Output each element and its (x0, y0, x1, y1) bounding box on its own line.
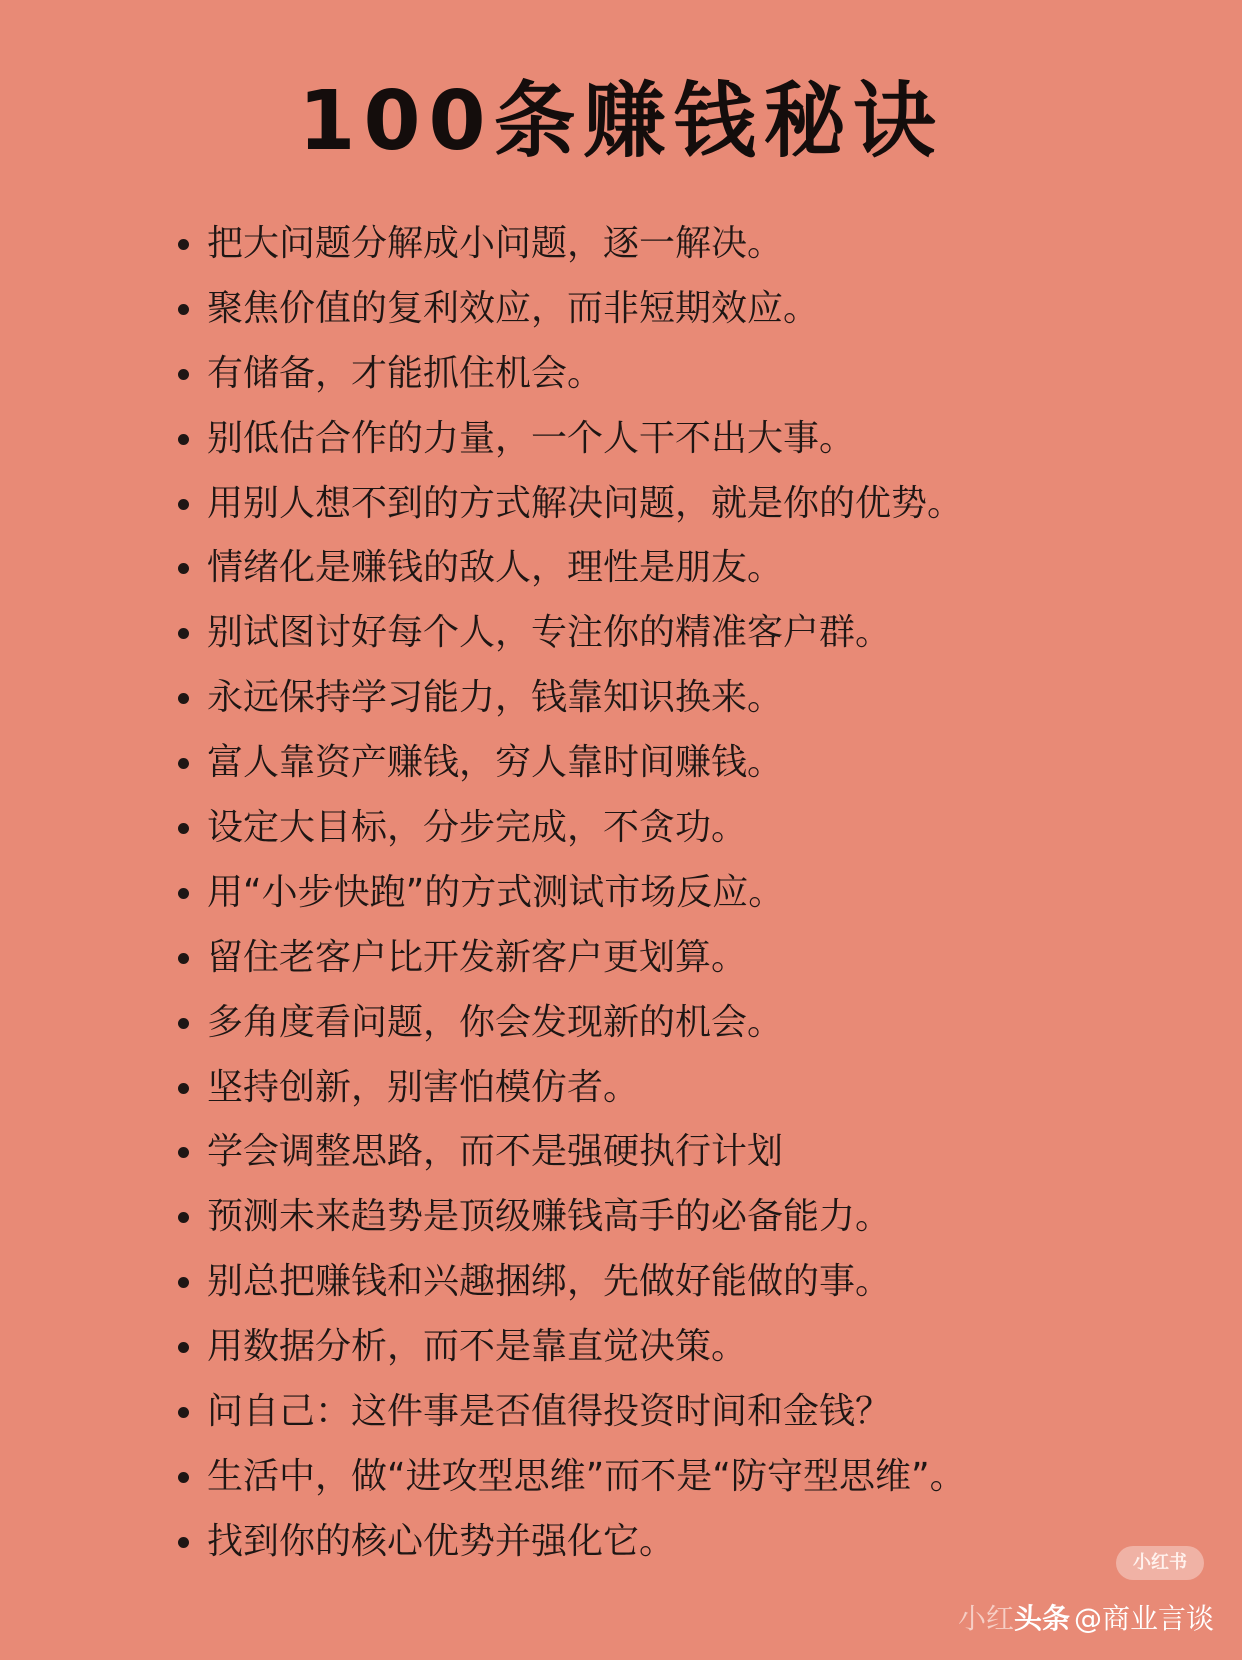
bullet-icon (178, 1537, 189, 1548)
xiaohongshu-badge: 小红书 (1116, 1546, 1204, 1580)
bullet-icon (178, 628, 189, 639)
tip-text: 学会调整思路，而不是强硬执行计划 (207, 1131, 784, 1173)
list-item (178, 342, 1178, 407)
tip-text: 富人靠资产赚钱，穷人靠时间赚钱。 (207, 742, 784, 784)
list-item (178, 1056, 1178, 1121)
list-item (178, 1510, 1178, 1575)
list-item (178, 1185, 1178, 1250)
tip-text: 把大问题分解成小问题，逐一解决。 (207, 223, 784, 264)
list-item (178, 1250, 1178, 1315)
list-item (178, 1315, 1178, 1380)
list-item (178, 212, 1178, 277)
tip-text: 坚持创新，别害怕模仿者。 (207, 1066, 640, 1108)
tip-text: 永远保持学习能力，钱靠知识换来。 (207, 677, 784, 719)
bullet-icon (178, 499, 189, 510)
bullet-icon (178, 1083, 189, 1094)
page-title: 100条赚钱秘诀 (298, 74, 944, 169)
list-item (178, 926, 1178, 991)
list-item (178, 666, 1178, 731)
tip-text: 用数据分析，而不是靠直觉决策。 (207, 1326, 748, 1368)
list-item (178, 731, 1178, 796)
tip-text: 情绪化是赚钱的敌人，理性是朋友。 (207, 547, 784, 589)
list-item (178, 407, 1178, 472)
bullet-icon (178, 953, 189, 964)
list-item (178, 277, 1178, 342)
bullet-icon (178, 304, 189, 315)
bullet-icon (178, 239, 189, 250)
watermark-brand: 头条 (1013, 1602, 1070, 1635)
list-item (178, 1445, 1178, 1510)
bullet-icon (178, 1472, 189, 1483)
tips-list (178, 212, 1178, 1575)
bullet-icon (178, 369, 189, 380)
list-item (178, 796, 1178, 861)
tip-text: 设定大目标，分步完成，不贪功。 (207, 807, 748, 849)
bullet-icon (178, 1407, 189, 1418)
list-item (178, 1120, 1178, 1185)
tip-text: 别低估合作的力量，一个人干不出大事。 (207, 417, 856, 459)
list-item (178, 601, 1178, 666)
tip-text: 有储备，才能抓住机会。 (207, 352, 604, 394)
watermark (958, 1594, 1214, 1640)
tip-text: 问自己：这件事是否值得投资时间和金钱？ (207, 1391, 892, 1433)
watermark-prefix: 小红 (957, 1602, 1014, 1635)
list-item (178, 861, 1178, 926)
tip-text: 别总把赚钱和兴趣捆绑，先做好能做的事。 (207, 1261, 892, 1303)
watermark-handle: @商业言谈 (1073, 1602, 1214, 1635)
bullet-icon (178, 563, 189, 574)
tip-text: 别试图讨好每个人，专注你的精准客户群。 (207, 612, 892, 654)
bullet-icon (178, 434, 189, 445)
tip-text: 多角度看问题，你会发现新的机会。 (207, 1001, 784, 1043)
bullet-icon (178, 758, 189, 769)
tip-text: 用“小步快跑”的方式测试市场反应。 (207, 871, 785, 913)
bullet-icon (178, 1212, 189, 1223)
bullet-icon (178, 1147, 189, 1158)
tip-text: 生活中，做“进攻型思维”而不是“防守型思维”。 (207, 1455, 966, 1497)
bullet-icon (178, 1342, 189, 1353)
bullet-icon (178, 888, 189, 899)
list-item (178, 472, 1178, 537)
tip-text: 预测未来趋势是顶级赚钱高手的必备能力。 (207, 1196, 892, 1238)
list-item (178, 536, 1178, 601)
tip-text: 留住老客户比开发新客户更划算。 (207, 936, 748, 978)
bullet-icon (178, 1277, 189, 1288)
tip-text: 找到你的核心优势并强化它。 (207, 1520, 676, 1562)
list-item (178, 991, 1178, 1056)
bullet-icon (178, 693, 189, 704)
tip-text: 聚焦价值的复利效应，而非短期效应。 (207, 287, 820, 329)
bullet-icon (178, 1018, 189, 1029)
tip-text: 用别人想不到的方式解决问题，就是你的优势。 (207, 482, 964, 524)
list-item (178, 1380, 1178, 1445)
bullet-icon (178, 823, 189, 834)
